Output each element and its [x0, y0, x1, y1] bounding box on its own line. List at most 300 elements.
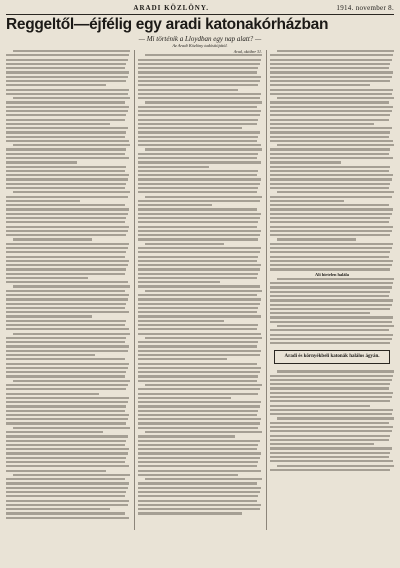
text-line: [6, 320, 126, 322]
text-line: [138, 375, 258, 377]
text-line: [270, 452, 390, 454]
text-line: [138, 221, 258, 223]
text-line: [138, 97, 260, 99]
text-line: [6, 410, 125, 412]
text-line: [138, 397, 231, 399]
text-line: [6, 461, 125, 463]
text-line: [277, 238, 355, 240]
text-line: [270, 157, 393, 159]
text-line: [270, 174, 393, 176]
text-line: [13, 333, 130, 335]
text-line: [6, 500, 129, 502]
text-line: [270, 321, 392, 323]
text-line: [6, 440, 126, 442]
text-line: [270, 400, 390, 402]
text-line: [6, 268, 126, 270]
text-line: [138, 238, 258, 240]
text-line: [6, 131, 126, 133]
column-3-text-bottom: [270, 370, 394, 471]
text-line: [6, 217, 126, 219]
article-columns: [6, 50, 394, 530]
text-line: [270, 447, 392, 449]
text-line: [6, 457, 126, 459]
column-3-text: [270, 50, 394, 271]
text-line: [270, 187, 389, 189]
text-line: [270, 110, 392, 112]
text-line: [6, 298, 128, 300]
text-line: [270, 131, 390, 133]
text-line: [138, 418, 261, 420]
text-line: [138, 315, 261, 317]
text-line: [6, 512, 125, 514]
text-line: [6, 487, 128, 489]
text-line: [138, 354, 260, 356]
text-line: [6, 517, 129, 519]
text-line: [6, 226, 129, 228]
text-line: [6, 405, 126, 407]
text-line: [6, 127, 128, 129]
text-line: [6, 178, 128, 180]
text-line: [270, 264, 392, 266]
text-line: [270, 291, 390, 293]
text-line: [138, 174, 257, 176]
text-line: [6, 260, 129, 262]
text-line: [270, 114, 390, 116]
article-byline: Az Aradi Közlöny tudósítójától.: [172, 43, 228, 48]
article-dateline: Arad, október 31.: [233, 50, 262, 54]
text-line: [6, 384, 128, 386]
text-line: [138, 495, 258, 497]
text-line: [6, 196, 128, 198]
text-line: [138, 363, 257, 365]
text-line: [138, 264, 261, 266]
text-line: [138, 208, 257, 210]
text-line: [270, 183, 390, 185]
text-line: [6, 106, 129, 108]
text-line: [6, 200, 80, 202]
text-line: [270, 268, 390, 270]
text-line: [6, 273, 125, 275]
text-line: [6, 315, 92, 317]
text-line: [138, 59, 261, 61]
text-line: [13, 285, 130, 287]
text-line: [270, 282, 393, 284]
text-line: [138, 144, 261, 146]
text-line: [6, 354, 95, 356]
text-line: [270, 221, 389, 223]
text-line: [138, 324, 258, 326]
text-line: [138, 71, 257, 73]
text-line: [138, 328, 257, 330]
text-line: [270, 312, 370, 314]
text-line: [277, 278, 394, 280]
text-line: [138, 234, 260, 236]
text-line: [6, 345, 129, 347]
text-line: [13, 380, 130, 382]
text-line: [270, 71, 393, 73]
text-line: [6, 119, 125, 121]
text-line: [6, 59, 128, 61]
text-line: [138, 93, 261, 95]
text-line: [6, 166, 126, 168]
text-line: [6, 213, 128, 215]
text-line: [270, 375, 393, 377]
text-line: [138, 183, 260, 185]
text-line: [270, 119, 389, 121]
text-line: [270, 460, 393, 462]
text-line: [270, 256, 389, 258]
text-line: [270, 217, 390, 219]
text-line: [138, 123, 257, 125]
text-line: [6, 76, 128, 78]
section-heading: Ali hirtelen halála: [315, 271, 349, 277]
text-line: [6, 101, 125, 103]
text-line: [138, 273, 258, 275]
text-line: [138, 512, 242, 514]
text-line: [6, 187, 125, 189]
text-line: [138, 251, 260, 253]
text-line: [6, 174, 129, 176]
text-line: [6, 93, 128, 95]
text-line: [6, 328, 129, 330]
text-line: [6, 230, 128, 232]
text-line: [6, 303, 126, 305]
text-line: [138, 500, 257, 502]
text-line: [270, 200, 344, 202]
text-line: [138, 410, 258, 412]
text-line: [270, 251, 390, 253]
text-line: [145, 431, 262, 433]
text-line: [145, 337, 262, 339]
text-line: [138, 465, 257, 467]
text-line: [138, 388, 260, 390]
text-line: [270, 89, 393, 91]
text-line: [270, 387, 389, 389]
text-line: [270, 405, 370, 407]
text-line: [138, 401, 261, 403]
text-line: [270, 334, 393, 336]
text-line: [270, 170, 389, 172]
text-line: [13, 474, 130, 476]
text-line: [138, 320, 224, 322]
text-line: [6, 234, 126, 236]
text-line: [270, 456, 389, 458]
text-line: [13, 238, 91, 240]
text-line: [138, 131, 260, 133]
text-line: [6, 294, 129, 296]
text-line: [270, 123, 374, 125]
text-line: [270, 106, 393, 108]
text-line: [270, 260, 393, 262]
text-line: [270, 435, 390, 437]
text-line: [270, 153, 389, 155]
text-line: [6, 482, 129, 484]
text-line: [138, 371, 260, 373]
text-line: [277, 370, 394, 372]
text-line: [277, 417, 394, 419]
text-line: [6, 371, 126, 373]
text-line: [6, 311, 129, 313]
text-line: [6, 123, 110, 125]
text-line: [138, 226, 257, 228]
text-line: [270, 443, 374, 445]
text-line: [270, 392, 393, 394]
text-line: [138, 341, 258, 343]
text-line: [6, 170, 125, 172]
text-line: [270, 413, 392, 415]
text-line: [6, 264, 128, 266]
text-line: [6, 256, 125, 258]
text-line: [145, 478, 262, 480]
text-line: [13, 427, 130, 429]
text-line: [6, 350, 128, 352]
text-line: [138, 311, 257, 313]
text-line: [145, 384, 262, 386]
text-line: [270, 59, 392, 61]
text-line: [145, 290, 262, 292]
text-line: [270, 338, 392, 340]
text-line: [270, 161, 341, 163]
text-line: [270, 230, 392, 232]
text-line: [138, 285, 260, 287]
text-line: [6, 465, 129, 467]
text-line: [138, 508, 260, 510]
text-line: [6, 247, 128, 249]
text-line: [6, 136, 125, 138]
text-line: [138, 448, 257, 450]
text-line: [6, 367, 128, 369]
text-line: [138, 457, 260, 459]
text-line: [6, 491, 126, 493]
text-line: [138, 110, 261, 112]
text-line: [138, 380, 257, 382]
text-line: [138, 414, 257, 416]
text-line: [270, 208, 393, 210]
text-line: [138, 170, 258, 172]
text-line: [270, 243, 393, 245]
text-line: [6, 341, 125, 343]
text-line: [270, 166, 390, 168]
text-line: [6, 54, 129, 56]
text-line: [277, 50, 394, 52]
text-line: [6, 290, 125, 292]
text-line: [138, 303, 260, 305]
text-line: [13, 191, 130, 193]
text-line: [138, 187, 258, 189]
text-line: [138, 67, 258, 69]
text-line: [6, 470, 106, 472]
text-line: [6, 243, 129, 245]
text-line: [270, 204, 389, 206]
text-line: [138, 204, 212, 206]
text-line: [270, 308, 390, 310]
text-line: [6, 221, 125, 223]
text-line: [145, 148, 262, 150]
column-1-text: [6, 50, 130, 519]
text-line: [6, 452, 128, 454]
text-line: [138, 76, 261, 78]
text-line: [138, 470, 261, 472]
issue-date: 1914. november 8.: [336, 4, 394, 12]
text-line: [138, 140, 257, 142]
text-line: [277, 465, 394, 467]
text-line: [138, 277, 257, 279]
text-line: [13, 144, 130, 146]
text-line: [6, 110, 128, 112]
text-line: [270, 379, 392, 381]
text-line: [138, 491, 260, 493]
text-line: [138, 333, 261, 335]
text-line: [6, 63, 126, 65]
text-line: [138, 393, 258, 395]
article-headline: Reggeltől—éjfélig egy aradi katonakórházban: [6, 16, 329, 33]
text-line: [270, 426, 393, 428]
text-line: [138, 444, 258, 446]
text-line: [138, 474, 238, 476]
text-line: [138, 350, 261, 352]
column-2-text: [138, 54, 262, 514]
text-line: [6, 358, 125, 360]
text-line: [270, 409, 393, 411]
text-line: [6, 251, 126, 253]
text-line: [138, 256, 258, 258]
boxed-notice: Aradi és környékbeli katonák halálos ágyán.: [274, 350, 390, 364]
text-line: [6, 422, 126, 424]
text-line: [6, 448, 129, 450]
text-line: [270, 101, 389, 103]
text-line: [138, 157, 257, 159]
text-line: [138, 482, 257, 484]
text-line: [277, 144, 394, 146]
text-line: [6, 89, 129, 91]
text-line: [6, 508, 110, 510]
text-line: [270, 140, 393, 142]
text-line: [6, 208, 129, 210]
text-line: [138, 153, 258, 155]
text-line: [277, 191, 394, 193]
text-line: [270, 422, 389, 424]
text-line: [270, 342, 390, 344]
text-line: [138, 281, 220, 283]
text-line: [270, 80, 390, 82]
text-line: [6, 71, 129, 73]
text-line: [6, 277, 88, 279]
text-line: [270, 148, 390, 150]
text-line: [6, 418, 128, 420]
text-line: [6, 148, 126, 150]
text-line: [138, 166, 209, 168]
text-line: [138, 136, 258, 138]
text-line: [6, 431, 103, 433]
text-line: [145, 196, 262, 198]
text-line: [6, 140, 129, 142]
text-line: [6, 80, 126, 82]
text-line: [6, 67, 125, 69]
column-1: [6, 50, 130, 530]
text-line: [138, 294, 257, 296]
newspaper-title: ARADI KÖZLÖNY.: [133, 4, 209, 12]
text-line: [138, 114, 260, 116]
text-line: [270, 304, 392, 306]
text-line: [6, 414, 129, 416]
text-line: [138, 345, 257, 347]
text-line: [270, 213, 392, 215]
text-line: [138, 106, 257, 108]
text-line: [270, 84, 370, 86]
text-line: [138, 452, 261, 454]
text-line: [138, 461, 258, 463]
text-line: [138, 487, 261, 489]
running-header: [6, 4, 394, 15]
text-line: [277, 325, 394, 327]
text-line: [277, 97, 394, 99]
text-line: [138, 367, 261, 369]
text-line: [270, 430, 392, 432]
text-line: [6, 307, 125, 309]
text-line: [138, 504, 261, 506]
text-line: [138, 405, 260, 407]
text-line: [270, 196, 392, 198]
text-line: [6, 324, 125, 326]
text-line: [138, 213, 261, 215]
text-line: [138, 63, 260, 65]
text-line: [270, 178, 392, 180]
text-line: [270, 76, 392, 78]
text-line: [270, 316, 393, 318]
text-line: [138, 247, 261, 249]
text-line: [6, 375, 125, 377]
text-line: [138, 200, 260, 202]
text-line: [138, 119, 258, 121]
text-line: [138, 260, 257, 262]
text-line: [6, 397, 129, 399]
text-line: [270, 247, 392, 249]
text-line: [270, 234, 390, 236]
text-line: [138, 358, 227, 360]
text-line: [270, 54, 393, 56]
text-line: [138, 127, 242, 129]
text-line: [138, 298, 261, 300]
text-line: [6, 153, 125, 155]
text-line: [6, 161, 77, 163]
text-line: [6, 281, 128, 283]
column-3: [266, 50, 394, 530]
text-line: [6, 504, 128, 506]
text-line: [6, 114, 126, 116]
text-line: [138, 435, 235, 437]
text-line: [138, 89, 238, 91]
text-line: [138, 178, 261, 180]
text-line: [138, 268, 260, 270]
text-line: [138, 307, 258, 309]
text-line: [270, 226, 393, 228]
text-line: [270, 396, 392, 398]
text-line: [6, 84, 106, 86]
text-line: [270, 295, 389, 297]
text-line: [6, 495, 125, 497]
text-line: [6, 388, 126, 390]
text-line: [6, 183, 126, 185]
text-line: [6, 363, 129, 365]
text-line: [270, 93, 392, 95]
text-line: [6, 435, 128, 437]
text-line: [13, 97, 130, 99]
text-line: [138, 217, 260, 219]
text-line: [6, 157, 129, 159]
text-line: [6, 337, 126, 339]
text-line: [138, 84, 258, 86]
article-subhead: — Mi történik a Lloydban egy nap alatt? —: [138, 35, 262, 43]
